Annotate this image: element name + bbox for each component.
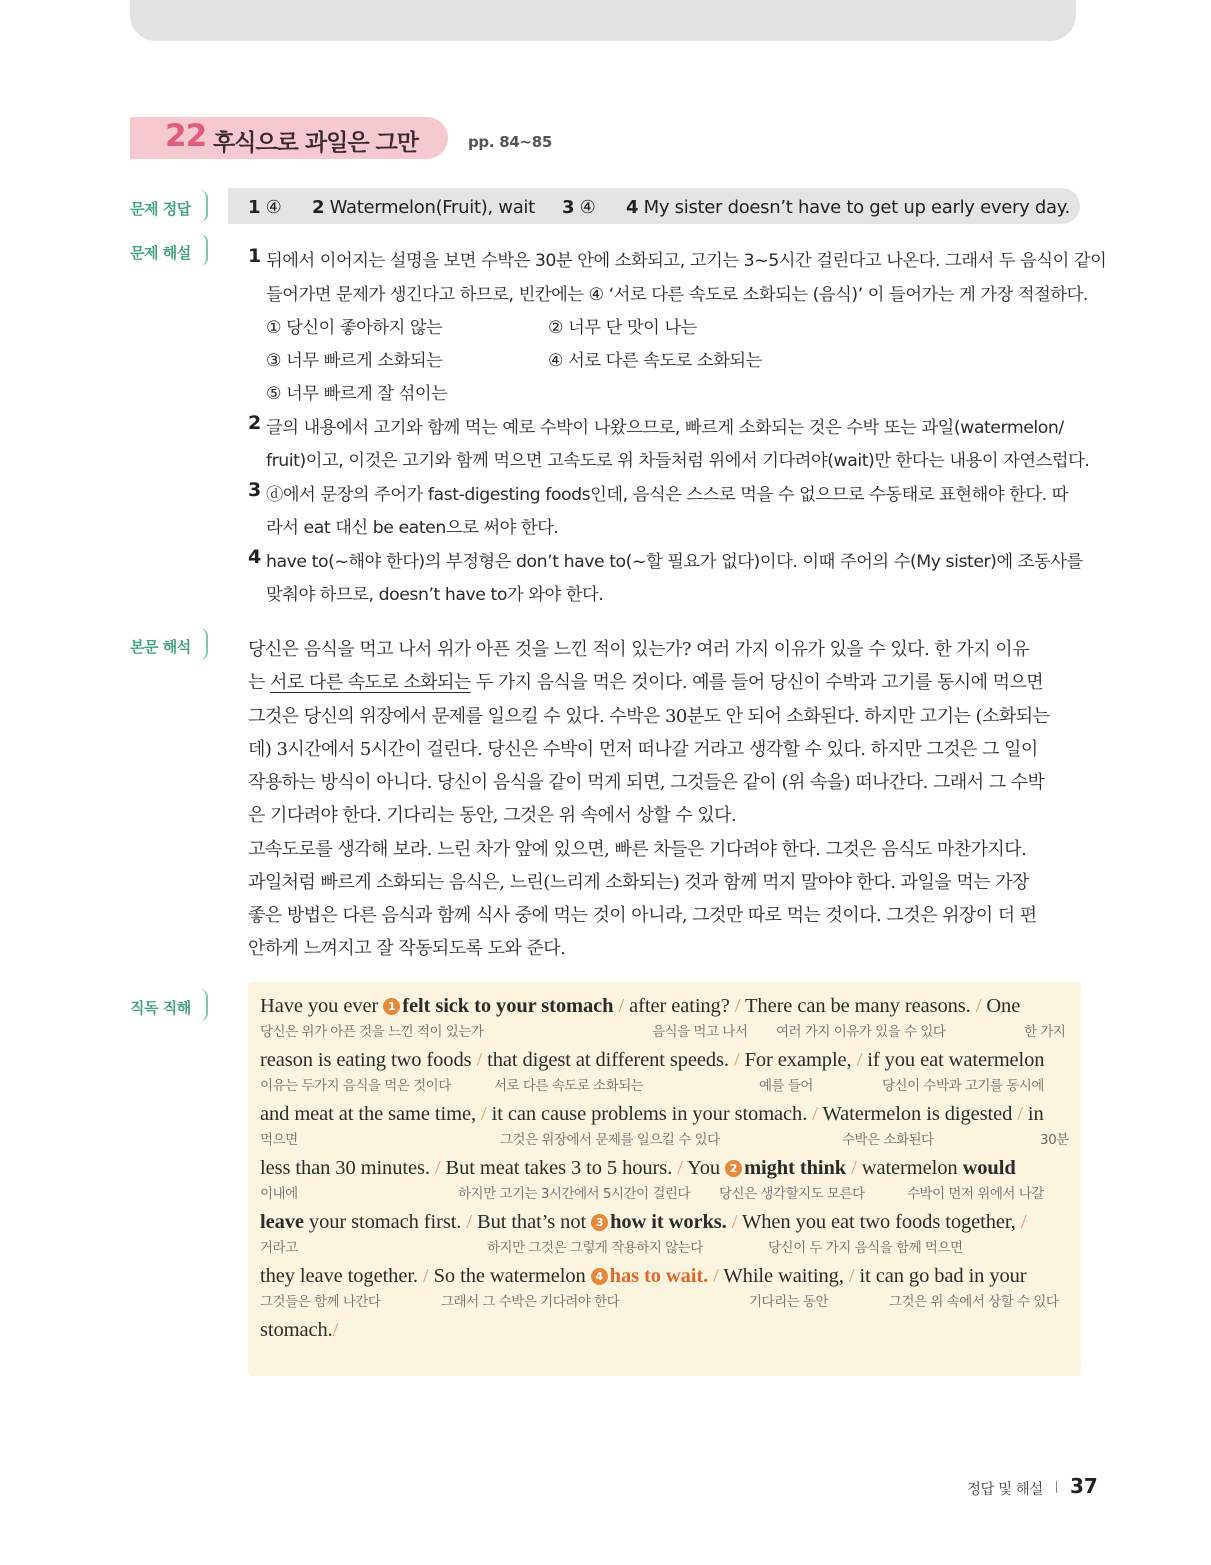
- direct-row-5: leave your stomach first. / But that’s not 3 how it works. / When you eat two foods together, /: [260, 1211, 1027, 1233]
- label-answers: 문제 정답: [130, 190, 208, 222]
- gloss-2-1: 이유는 두가지 음식을 먹은 것이다: [260, 1078, 451, 1094]
- explanation-2-line-1: 글의 내용에서 고기와 함께 먹는 예로 수박이 나왔으므로, 빠르게 소화되는 것은 수박 또는 과일(watermelon/: [266, 418, 1064, 438]
- gloss-5-2: 하지만 그것은 그렇게 작용하지 않는다: [487, 1240, 703, 1256]
- translation-line-7: 고속도로를 생각해 보라. 느린 차가 앞에 있으면, 빠른 차들은 기다려야 한다. 그것은 음식도 마찬가지다.: [248, 839, 1027, 860]
- gloss-1-2: 음식을 먹고 나서: [652, 1024, 748, 1040]
- gloss-6-4: 그것은 위 속에서 상할 수 있다: [889, 1294, 1059, 1310]
- explanation-4-number: 4: [248, 546, 262, 568]
- translation-line-6: 은 기다려야 한다. 기다리는 동안, 그것은 위 속에서 상할 수 있다.: [248, 805, 737, 826]
- lesson-number: 22: [165, 118, 207, 154]
- gloss-1-1: 당신은 위가 아픈 것을 느낀 적이 있는가: [260, 1024, 484, 1040]
- gloss-3-2: 그것은 위장에서 문제를 일으킬 수 있다: [500, 1132, 720, 1148]
- gloss-3-3: 수박은 소화된다: [842, 1132, 934, 1148]
- option-2: ② 너무 단 맛이 나는: [548, 318, 697, 338]
- explanation-2-line-2: fruit)이고, 이것은 고기와 함께 먹으면 고속도로 위 차들처럼 위에서 기다려야(wait)만 한다는 내용이 자연스럽다.: [266, 451, 1090, 471]
- translation-line-10: 안하게 느껴지고 잘 작동되도록 도와 준다.: [248, 938, 566, 959]
- explanation-3-line-1: ⓓ에서 문장의 주어가 fast-digesting foods인데, 음식은 스스로 먹을 수 없으므로 수동태로 표현해야 한다. 따: [266, 485, 1068, 505]
- lesson-title: 후식으로 과일은 그만: [213, 130, 418, 156]
- gloss-5-1: 거라고: [260, 1240, 298, 1256]
- gloss-4-3: 당신은 생각할지도 모른다: [719, 1186, 865, 1202]
- gloss-4-2: 하지만 고기는 3시간에서 5시간이 걸린다: [458, 1186, 690, 1202]
- gloss-4-1: 이내에: [260, 1186, 298, 1202]
- footer-label: 정답 및 해설: [967, 1482, 1043, 1498]
- gloss-6-2: 그래서 그 수박은 기다려야 한다: [441, 1294, 620, 1310]
- gloss-2-3: 예를 들어: [759, 1078, 813, 1094]
- gloss-3-1: 먹으면: [260, 1132, 298, 1148]
- answer-2: 2 Watermelon(Fruit), wait: [312, 197, 535, 218]
- explanation-1-line-2: 들어가면 문제가 생긴다고 하므로, 빈칸에는 ④ ‘서로 다른 속도로 소화되는 (음식)’ 이 들어가는 게 가장 적절하다.: [266, 285, 1088, 305]
- option-1: ① 당신이 좋아하지 않는: [266, 318, 443, 338]
- gloss-6-3: 기다리는 동안: [749, 1294, 829, 1310]
- top-decoration-bar: [130, 0, 1076, 41]
- explanation-4-line-2: 맞춰야 하므로, doesn’t have to가 와야 한다.: [266, 585, 604, 605]
- label-explanation: 문제 해설: [130, 234, 208, 266]
- gloss-4-4: 수박이 먼저 위에서 나갈: [907, 1186, 1044, 1202]
- page-number: 37: [1070, 1474, 1098, 1498]
- explanation-3-line-2: 라서 eat 대신 be eaten으로 써야 한다.: [266, 518, 559, 538]
- label-translation: 본문 해석: [130, 628, 208, 660]
- direct-row-3: and meat at the same time, / it can cause problems in your stomach. / Watermelon is digested / in: [260, 1103, 1044, 1125]
- page-reference: pp. 84~85: [468, 133, 553, 151]
- direct-row-4: less than 30 minutes. / But meat takes 3 to 5 hours. / You 2 might think / watermelon would: [260, 1157, 1016, 1179]
- gloss-2-2: 서로 다른 속도로 소화되는: [494, 1078, 644, 1094]
- footer-divider: [1056, 1481, 1057, 1493]
- answer-bar: [228, 188, 1080, 224]
- gloss-1-4: 한 가지: [1024, 1024, 1066, 1040]
- explanation-1-line-1: 뒤에서 이어지는 설명을 보면 수박은 30분 안에 소화되고, 고기는 3~5시간 걸린다고 나온다. 그래서 두 음식이 같이: [266, 251, 1107, 271]
- answer-3: 3 ④: [562, 197, 596, 218]
- explanation-1-number: 1: [248, 245, 262, 267]
- direct-row-1: Have you ever 1 felt sick to your stomach / after eating? / There can be many reasons. / One: [260, 995, 1021, 1017]
- translation-line-5: 작용하는 방식이 아니다. 당신이 음식을 같이 먹게 되면, 그것들은 같이 (위 속을) 떠나간다. 그래서 그 수박: [248, 772, 1045, 793]
- explanation-3-number: 3: [248, 479, 262, 501]
- gloss-3-4: 30분: [1040, 1132, 1069, 1148]
- translation-line-1: 당신은 음식을 먹고 나서 위가 아픈 것을 느낀 적이 있는가? 여러 가지 이유가 있을 수 있다. 한 가지 이유: [248, 639, 1029, 660]
- number-2-icon: 2: [725, 1160, 742, 1177]
- option-3: ③ 너무 빠르게 소화되는: [266, 351, 443, 371]
- label-direct-reading: 직독 직해: [130, 989, 208, 1021]
- answer-4: 4 My sister doesn’t have to get up early every day.: [626, 197, 1070, 218]
- translation-line-4: 데) 3시간에서 5시간이 걸린다. 당신은 수박이 먼저 떠나갈 거라고 생각할 수 있다. 하지만 그것은 그 일이: [248, 739, 1038, 760]
- direct-row-6: they leave together. / So the watermelon 4 has to wait. / While waiting, / it can go bad in your: [260, 1265, 1027, 1287]
- number-4-icon: 4: [591, 1268, 608, 1285]
- direct-row-7: stomach./: [260, 1319, 339, 1341]
- gloss-6-1: 그것들은 함께 나간다: [260, 1294, 381, 1310]
- number-1-icon: 1: [383, 998, 400, 1015]
- number-3-icon: 3: [591, 1214, 608, 1231]
- gloss-5-3: 당신이 두 가지 음식을 함께 먹으면: [768, 1240, 963, 1256]
- underlined-answer: 서로 다른 속도로 소화되는: [270, 672, 471, 693]
- gloss-2-4: 당신이 수박과 고기를 동시에: [882, 1078, 1044, 1094]
- answer-1: 1 ④: [248, 197, 282, 218]
- translation-line-3: 그것은 당신의 위장에서 문제를 일으킬 수 있다. 수박은 30분도 안 되어 소화된다. 하지만 고기는 (소화되는: [248, 706, 1050, 727]
- translation-line-9: 좋은 방법은 다른 음식과 함께 식사 중에 먹는 것이 아니라, 그것만 따로 먹는 것이다. 그것은 위장이 더 편: [248, 905, 1037, 926]
- explanation-4-line-1: have to(~해야 한다)의 부정형은 don’t have to(~할 필요가 없다)이다. 이때 주어의 수(My sister)에 조동사를: [266, 552, 1083, 572]
- explanation-2-number: 2: [248, 412, 262, 434]
- option-4: ④ 서로 다른 속도로 소화되는: [548, 351, 762, 371]
- direct-row-2: reason is eating two foods / that digest at different speeds. / For example, / if you eat watermelon: [260, 1049, 1045, 1071]
- translation-line-2: 는 서로 다른 속도로 소화되는 두 가지 음식을 먹은 것이다. 예를 들어 당신이 수박과 고기를 동시에 먹으면: [248, 672, 1044, 693]
- gloss-1-3: 여러 가지 이유가 있을 수 있다: [776, 1024, 946, 1040]
- translation-line-8: 과일처럼 빠르게 소화되는 음식은, 느린(느리게 소화되는) 것과 함께 먹지 말아야 한다. 과일을 먹는 가장: [248, 872, 1029, 893]
- option-5: ⑤ 너무 빠르게 잘 섞이는: [266, 384, 448, 404]
